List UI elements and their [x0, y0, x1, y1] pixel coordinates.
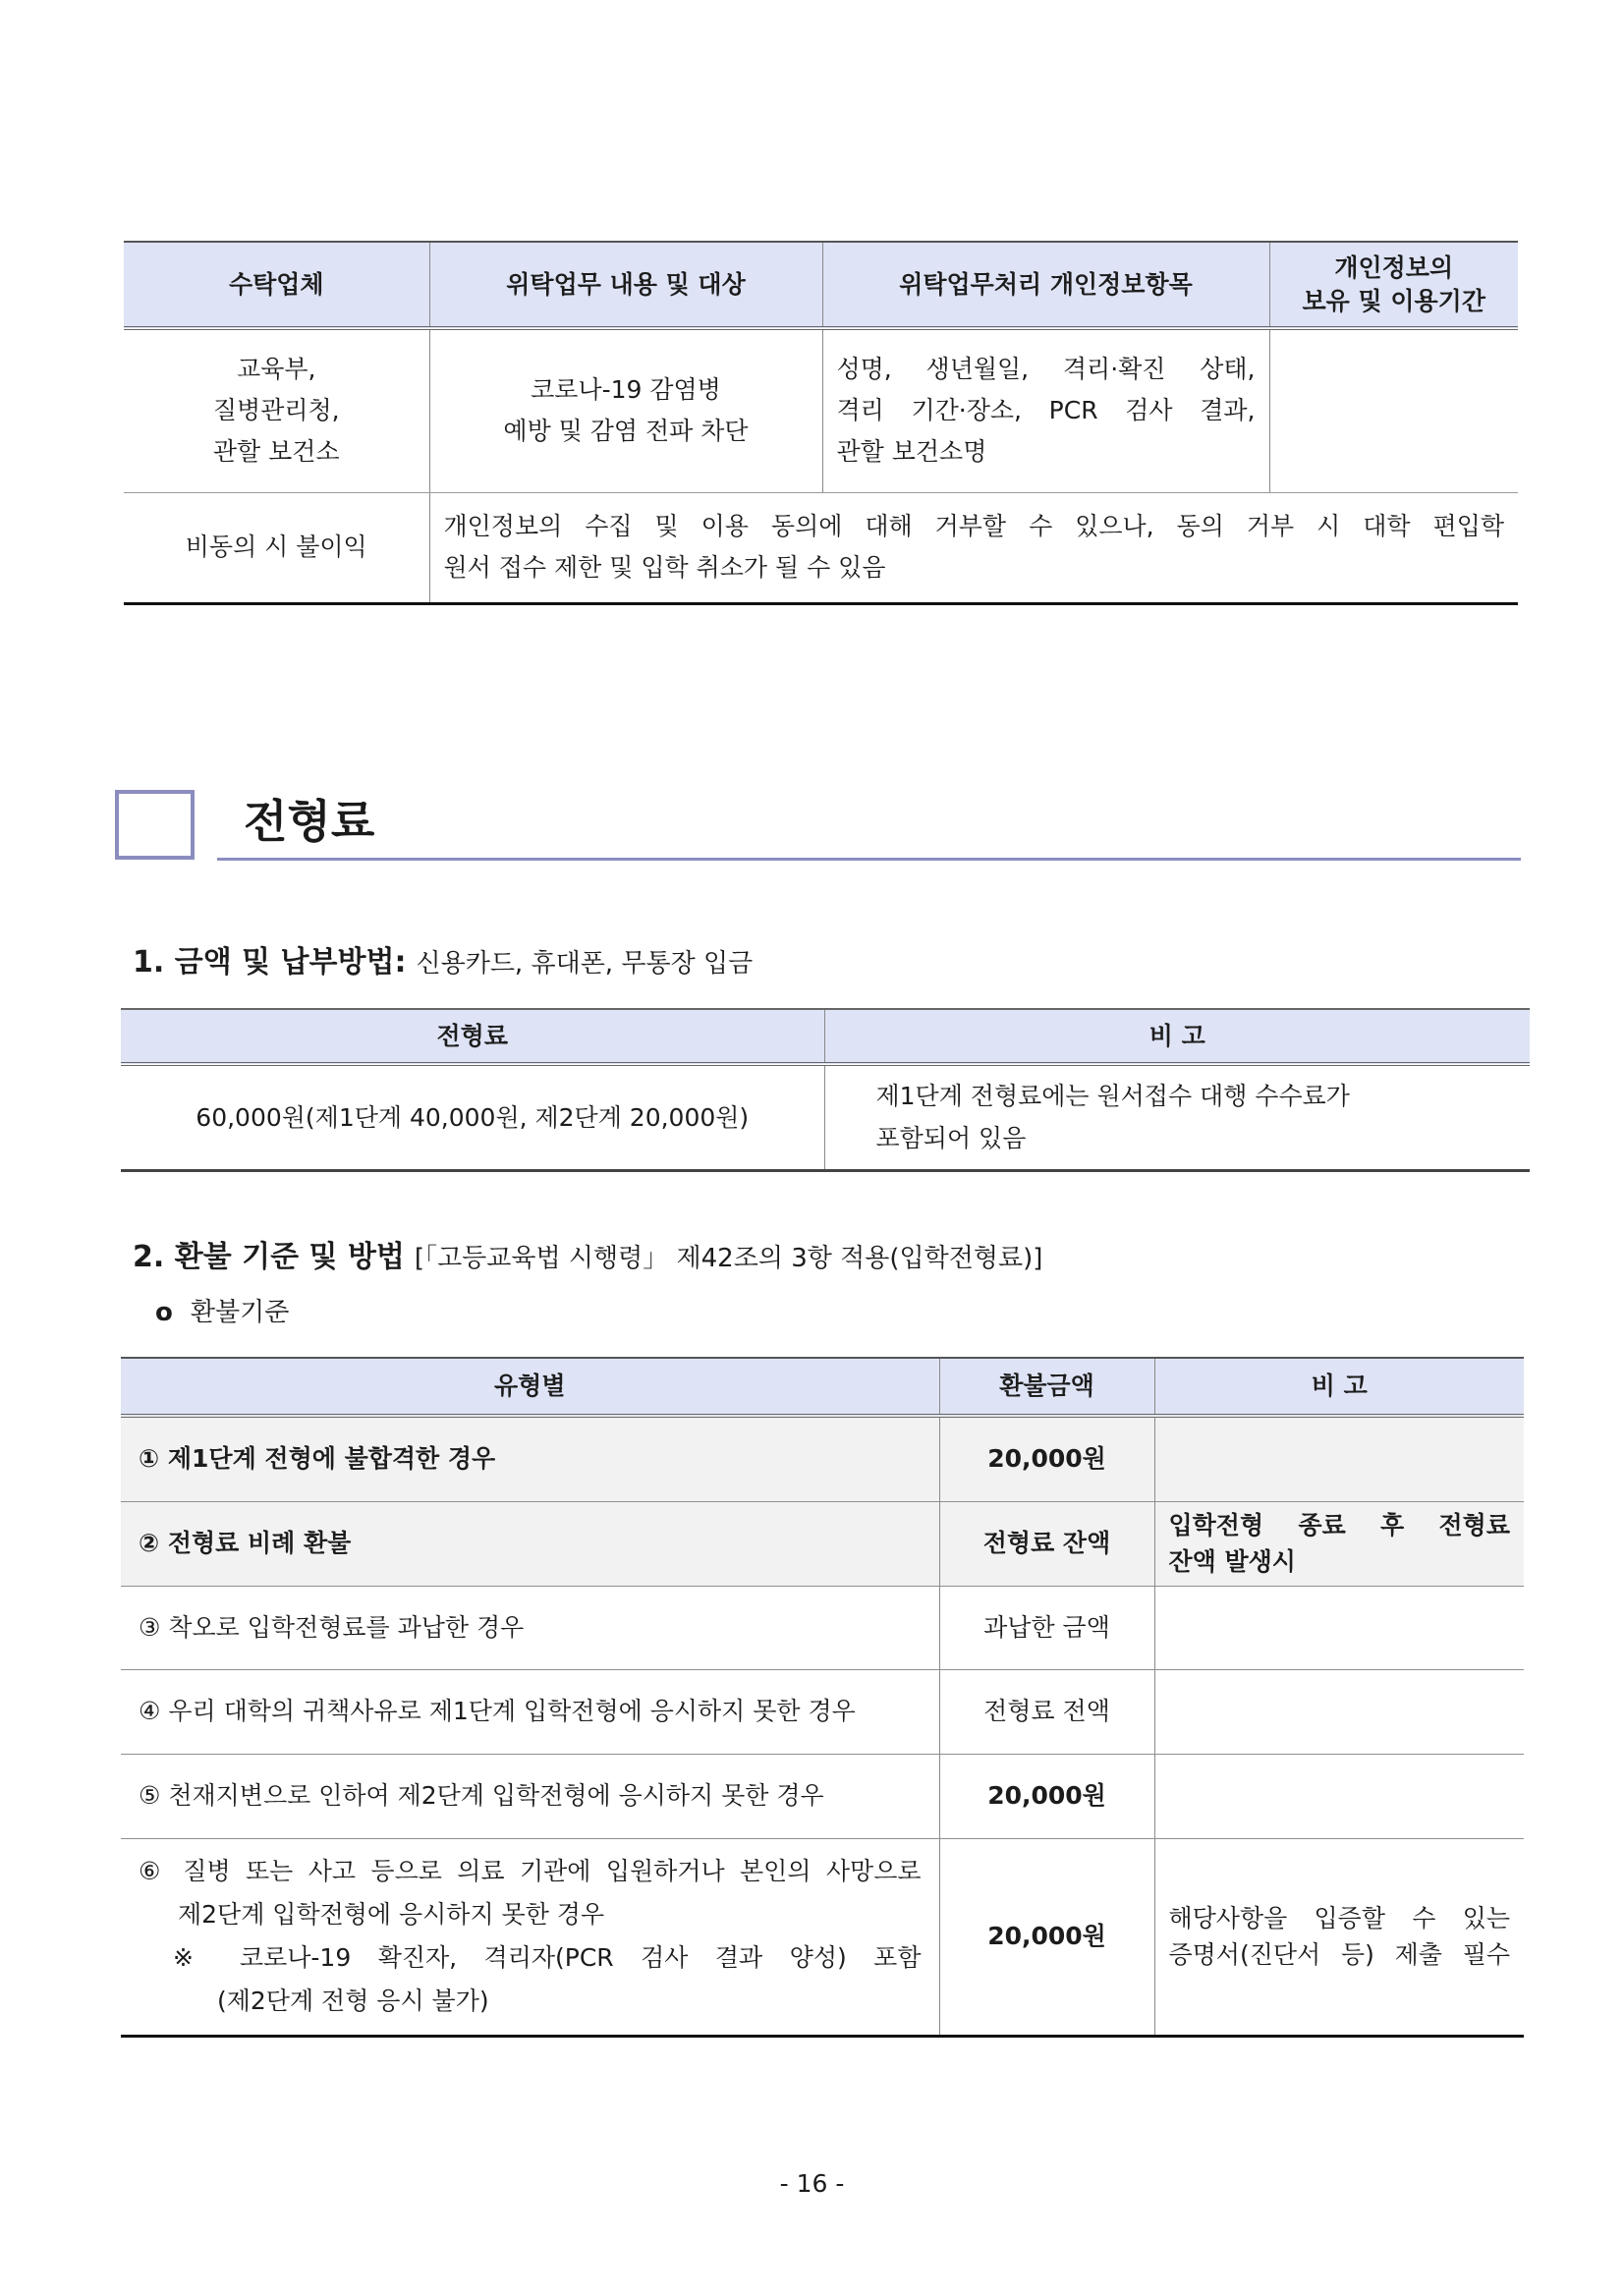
section-divider — [217, 858, 1521, 861]
cell-line: ① 제1단계 전형에 불합격한 경우 — [139, 1444, 496, 1474]
cell-line: 격리 기간·장소, PCR 검사 결과, — [836, 396, 1256, 425]
note-cell — [1154, 1838, 1524, 2036]
cell-line: 원서 접수 제한 및 입학 취소가 될 수 있음 — [443, 553, 886, 582]
header-label: 개인정보의 — [1334, 252, 1454, 282]
header-retention — [1269, 242, 1518, 328]
fee-table — [121, 1008, 1530, 1172]
refusal-label: 비동의 시 불이익 — [185, 532, 367, 561]
note-cell — [1154, 1669, 1524, 1754]
header-items — [822, 242, 1269, 328]
header-trustee — [124, 242, 429, 328]
table-header-row — [124, 242, 1518, 328]
cell-line: 잔액 발생시 — [1168, 1547, 1296, 1576]
section-marker-box — [115, 790, 195, 860]
cell-line: 교육부, — [237, 355, 316, 384]
header-type: 유형별 — [121, 1358, 939, 1416]
refund-heading — [133, 1236, 1042, 1280]
cell-line: 제2단계 입학전형에 응시하지 못한 경우 — [178, 1900, 605, 1929]
table-header-row — [121, 1009, 1530, 1064]
table-header-row — [121, 1358, 1524, 1416]
retention-cell — [1269, 328, 1518, 492]
cell-line: ② 전형료 비례 환불 — [139, 1529, 352, 1557]
fee-note-cell — [824, 1064, 1530, 1170]
cell-line: 증명서(진단서 등) 제출 필수 — [1168, 1940, 1510, 1969]
header-remarks: 비 고 — [824, 1009, 1530, 1064]
refund-heading-text: [「고등교육법 시행령」 제42조의 3항 적용(입학전형료)] — [414, 1244, 1043, 1273]
header-label: 위탁업무처리 개인정보항목 — [899, 269, 1193, 299]
type-cell — [121, 1416, 939, 1501]
table-row — [124, 492, 1518, 603]
refusal-label-cell — [124, 492, 429, 603]
table-row — [121, 1501, 1524, 1586]
type-cell — [121, 1754, 939, 1838]
header-label: 보유 및 이용기간 — [1302, 286, 1485, 315]
amount-cell: 20,000원 — [939, 1416, 1154, 1501]
note-cell — [1154, 1586, 1524, 1669]
section-title: 전형료 — [244, 795, 375, 848]
fee-amount: 60,000원(제1단계 40,000원, 제2단계 20,000원) — [196, 1102, 750, 1132]
header-remarks: 비 고 — [1154, 1358, 1524, 1416]
cell-line: ③ 착오로 입학전형료를 과납한 경우 — [139, 1612, 525, 1642]
cell-line: 포함되어 있음 — [875, 1124, 1027, 1153]
header-label: 수탁업체 — [228, 269, 324, 299]
header-amount: 환불금액 — [939, 1358, 1154, 1416]
note-cell — [1154, 1501, 1524, 1586]
refund-heading-label: 2. 환불 기준 및 방법 — [133, 1240, 405, 1274]
amount-cell: 20,000원 — [939, 1754, 1154, 1838]
cell-line: 성명, 생년월일, 격리·확진 상태, — [836, 355, 1256, 384]
refund-subheading-text: 환불기준 — [190, 1298, 290, 1327]
cell-line: 입학전형 종료 후 전형료 — [1168, 1511, 1510, 1540]
amount-cell: 전형료 잔액 — [939, 1501, 1154, 1586]
fee-heading-label: 1. 금액 및 납부방법: — [133, 945, 407, 980]
type-cell — [121, 1586, 939, 1669]
table-row — [124, 328, 1518, 492]
fee-heading-text: 신용카드, 휴대폰, 무통장 입금 — [416, 949, 754, 979]
page-number: - 16 - — [779, 2169, 845, 2198]
table-row — [121, 1669, 1524, 1754]
amount-cell: 과납한 금액 — [939, 1586, 1154, 1669]
amount-cell: 20,000원 — [939, 1838, 1154, 2036]
header-label: 위탁업무 내용 및 대상 — [506, 269, 746, 299]
trustee-cell — [124, 328, 429, 492]
task-cell — [429, 328, 822, 492]
type-cell — [121, 1501, 939, 1586]
privacy-consignment-table — [124, 241, 1518, 605]
type-cell — [121, 1838, 939, 2036]
items-cell — [822, 328, 1269, 492]
note-cell — [1154, 1416, 1524, 1501]
cell-line: 개인정보의 수집 및 이용 동의에 대해 거부할 수 있으나, 동의 거부 시 대학 편입학 — [443, 512, 1504, 540]
cell-line: 관할 보건소 — [212, 437, 340, 467]
cell-line: 해당사항을 입증할 수 있는 — [1168, 1904, 1510, 1932]
table-row — [121, 1416, 1524, 1501]
table-row — [121, 1838, 1524, 2036]
fee-heading — [133, 941, 753, 985]
cell-line: 질병관리청, — [212, 396, 340, 425]
note-cell — [1154, 1754, 1524, 1838]
table-row — [121, 1754, 1524, 1838]
cell-line: 코로나-19 감염병 — [531, 375, 721, 405]
cell-line: ⑤ 천재지변으로 인하여 제2단계 입학전형에 응시하지 못한 경우 — [139, 1781, 824, 1810]
cell-note-line: ※ 코로나-19 확진자, 격리자(PCR 검사 결과 양성) 포함 — [173, 1943, 922, 1972]
fee-amount-cell — [121, 1064, 824, 1170]
cell-line: 예방 및 감염 전파 차단 — [503, 417, 749, 446]
cell-line: 제1단계 전형료에는 원서접수 대행 수수료가 — [875, 1082, 1350, 1111]
cell-line: ⑥ 질병 또는 사고 등으로 의료 기관에 입원하거나 본인의 사망으로 — [139, 1857, 922, 1885]
cell-line: ④ 우리 대학의 귀책사유로 제1단계 입학전형에 응시하지 못한 경우 — [139, 1697, 856, 1725]
amount-cell: 전형료 전액 — [939, 1669, 1154, 1754]
refund-subheading — [155, 1291, 289, 1334]
table-row — [121, 1586, 1524, 1669]
bullet-icon: o — [155, 1298, 173, 1327]
header-task — [429, 242, 822, 328]
cell-line: 관할 보건소명 — [836, 437, 987, 467]
table-row — [121, 1064, 1530, 1170]
cell-note-line: (제2단계 전형 응시 불가) — [217, 1987, 489, 2015]
refusal-text-cell — [429, 492, 1518, 603]
refund-table — [121, 1357, 1524, 2038]
header-fee: 전형료 — [121, 1009, 824, 1064]
type-cell — [121, 1669, 939, 1754]
